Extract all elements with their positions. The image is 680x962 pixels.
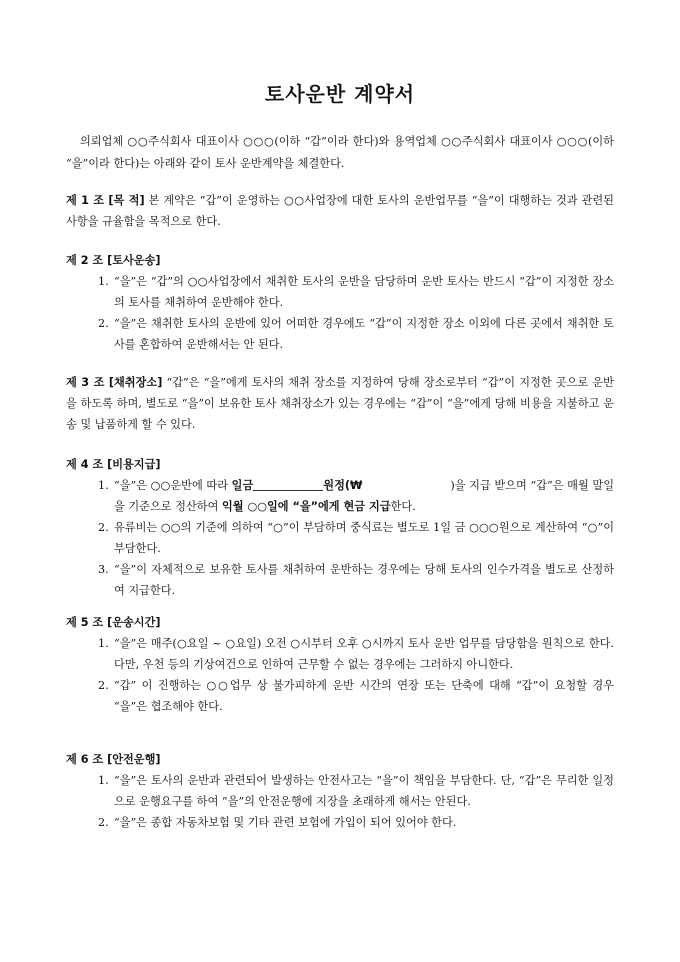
list-item: 1. “을”은 “갑”의 ○○사업장에서 채취한 토사의 운반을 담당하며 운반 토사는 반드시 “갑”이 지정한 장소의 토사를 채취하여 운반해야 한다. (98, 275, 614, 309)
article-2 (66, 250, 614, 355)
article-5-heading: 제 5 조 [운송시간] (66, 616, 161, 629)
amount-korean-label: 일금 (231, 479, 254, 492)
article-1 (66, 190, 614, 232)
amount-won-label: 원정(₩ (323, 479, 363, 492)
article-1-text: 본 계약은 “갑”이 운영하는 ○○사업장에 대한 토사의 운반업무를 “을”이 대행하는 것과 관련된 사항을 규율함을 목적으로 한다. (66, 194, 614, 228)
list-item: 1. “을”은 매주(○요일 ~ ○요일) 오전 ○시부터 오후 ○시까지 토사 운반 업무를 담당함을 원칙으로 한다. 다만, 우천 등의 기상여건으로 인하여 근무할 수 없는 경우에는 그러하지 아니한다. (98, 637, 614, 671)
amount-blank (253, 478, 323, 491)
article-6 (66, 749, 614, 833)
article-3 (66, 372, 614, 435)
list-item: 2. “을”은 채취한 토사의 운반에 있어 어떠한 경우에도 “갑”이 지정한 장소 이외에 다른 곳에서 채취한 토사를 혼합하여 운반해서는 안 된다. (98, 317, 614, 351)
intro-paragraph: 의뢰업체 ○○주식회사 대표이사 ○○○(이하 “갑”이라 한다)와 용역업체 ○○주식회사 대표이사 ○○○(이하 “을”이라 한다)는 아래와 같이 토사 운반계약을 체결한다. (66, 135, 614, 170)
document-title: 토사운반 계약서 (264, 82, 416, 106)
article-3-text: “갑”은 “을”에게 토사의 채취 장소를 지정하여 당해 장소로부터 “갑”이 지정한 곳으로 운반을 하도록 하며, 별도로 “을”이 보유한 토사 채취장소가 있는 경우에는 “갑”이 “을”에게 당해 비용을 지불하고 운송 및 납품하게 할 수 있다. (66, 376, 614, 431)
article-4-heading: 제 4 조 [비용지급] (66, 458, 161, 471)
article-4-items (66, 475, 614, 601)
article-5 (66, 612, 614, 717)
payment-terms: 익월 ○○일에 “을”에게 현금 지급 (221, 500, 391, 513)
list-item: 2. “갑” 이 진행하는 ○○업무 상 불가피하게 운반 시간의 연장 또는 단축에 대해 “갑”이 요청할 경우 “을”은 협조해야 한다. (98, 679, 614, 713)
list-item: 2. “을”은 종합 자동차보험 및 기타 관련 보험에 가입이 되어 있어야 한다. (98, 816, 457, 829)
list-item: 2. 유류비는 ○○의 기준에 의하여 “○”이 부담하며 중식료는 별도로 1일 금 ○○○원으로 계산하여 “○”이 부담한다. (98, 521, 614, 555)
list-item: 1. “을”은 토사의 운반과 관련되어 발생하는 안전사고는 “을”이 책임을 부담한다. 단, “갑”은 무리한 일정으로 운행요구를 하여 “을”의 안전운행에 지장을 초래하게 해서는 안된다. (98, 774, 614, 808)
article-6-heading: 제 6 조 [안전운행] (66, 753, 161, 766)
article-3-heading: 제 3 조 [채취장소] (66, 376, 163, 389)
article-6-items (66, 770, 614, 833)
list-item: 3. “을”이 자체적으로 보유한 토사를 채취하여 운반하는 경우에는 당해 토사의 인수가격을 별도로 산정하여 지급한다. (98, 563, 614, 597)
article-5-items (66, 633, 614, 717)
list-item: 1. “을”은 ○○운반에 따라 일금 원정(₩ )을 지급 받으며 “갑”은 매월 말일을 기준으로 정산하여 익월 ○○일에 “을”에게 현금 지급한다. (98, 479, 614, 513)
article-2-items (66, 271, 614, 355)
article-2-heading: 제 2 조 [토사운송] (66, 254, 161, 267)
article-1-heading: 제 1 조 [목 적] (66, 194, 145, 207)
article-4 (66, 454, 614, 601)
